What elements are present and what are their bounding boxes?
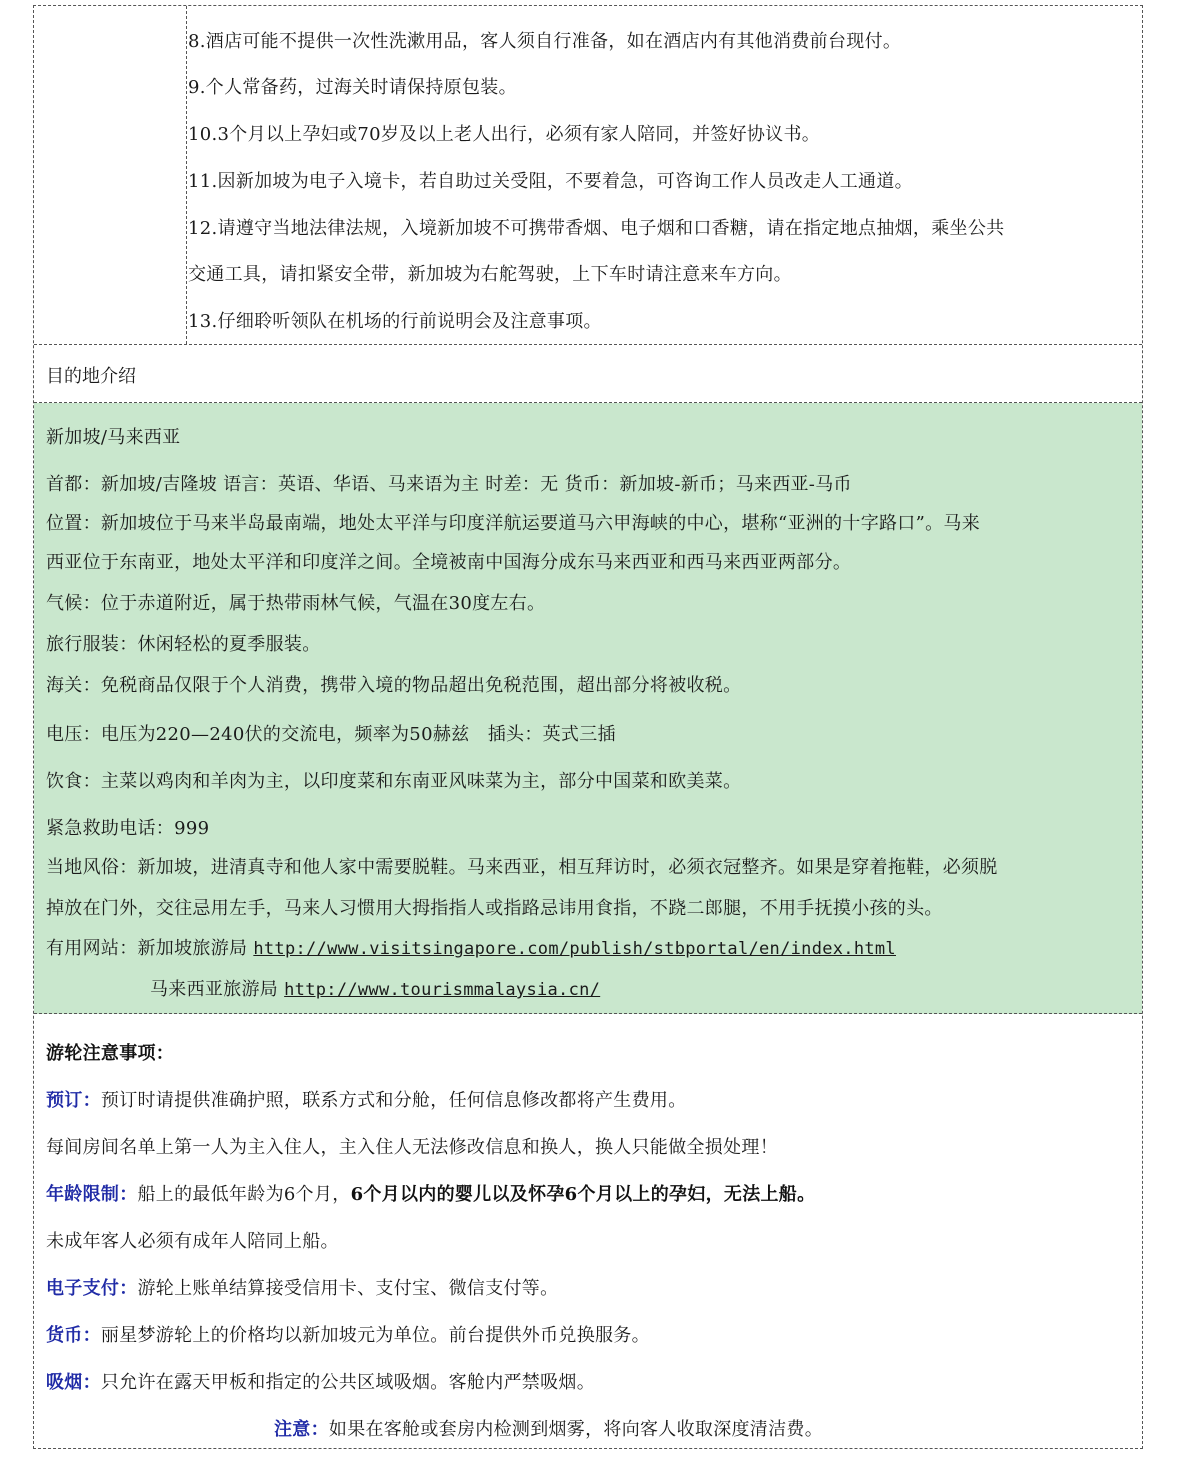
my-tourism-label: 马来西亚旅游局 [150, 979, 279, 1000]
booking-label: 预订： [46, 1090, 101, 1111]
note-text: 如果在客舱或套房内检测到烟雾，将向客人收取深度清洁费。 [328, 1419, 824, 1440]
smoking-text: 只允许在露天甲板和指定的公共区域吸烟。客舱内严禁吸烟。 [100, 1372, 596, 1393]
payment-label: 电子支付： [46, 1278, 138, 1299]
note-line [274, 1418, 823, 1442]
payment-text: 游轮上账单结算接受信用卡、支付宝、微信支付等。 [137, 1278, 559, 1299]
info-line: 西亚位于东南亚，地处太平洋和印度洋之间。全境被南中国海分成东马来西亚和西马来西亚两部分。 [46, 552, 852, 573]
currency-line [46, 1324, 650, 1348]
info-line: 首都：新加坡/吉隆坡 语言：英语、华语、马来语为主 时差：无 货币：新加坡-新币；马来西亚-马币 [46, 474, 852, 495]
sg-tourism-label: 新加坡旅游局 [137, 938, 248, 959]
smoking-label: 吸烟： [46, 1372, 101, 1393]
age-line [46, 1183, 815, 1207]
info-line: 气候：位于赤道附近，属于热带雨林气候，气温在30度左右。 [46, 593, 546, 614]
currency-label: 货币： [46, 1325, 101, 1346]
booking-text: 预订时请提供准确护照，联系方式和分舱，任何信息修改都将产生费用。 [100, 1090, 687, 1111]
websites-line [46, 937, 896, 961]
note-item: 8.酒店可能不提供一次性洗漱用品，客人须自行准备，如在酒店内有其他消费前台现付。 [188, 31, 902, 52]
websites-line-2 [150, 978, 600, 1002]
booking-line-2: 每间房间名单上第一人为主入住人，主入住人无法修改信息和换人，换人只能做全损处理！ [46, 1137, 778, 1158]
note-item: 13.仔细聆听领队在机场的行前说明会及注意事项。 [188, 311, 602, 332]
info-line: 饮食：主菜以鸡肉和羊肉为主，以印度菜和东南亚风味菜为主，部分中国菜和欧美菜。 [46, 771, 742, 792]
note-label: 注意： [274, 1419, 329, 1440]
smoking-line [46, 1371, 595, 1395]
cruise-notes [34, 1014, 1142, 1450]
payment-line [46, 1277, 558, 1301]
document-table [33, 5, 1143, 1449]
currency-text: 丽星梦游轮上的价格均以新加坡元为单位。前台提供外币兑换服务。 [100, 1325, 650, 1346]
info-line: 位置：新加坡位于马来半岛最南端，地处太平洋与印度洋航运要道马六甲海峡的中心，堪称“亚洲的十字路口”。马来 [46, 513, 980, 534]
note-item: 9.个人常备药，过海关时请保持原包装。 [188, 77, 517, 98]
note-item: 交通工具，请扣紧安全带，新加坡为右舵驾驶，上下车时请注意来车方向。 [188, 264, 792, 285]
age-label: 年龄限制： [46, 1184, 138, 1205]
info-line: 紧急救助电话：999 [46, 818, 210, 839]
info-line: 海关：免税商品仅限于个人消费，携带入境的物品超出免税范围，超出部分将被收税。 [46, 675, 742, 696]
age-text: 船上的最低年龄为6个月， [137, 1184, 351, 1205]
age-restriction-bold: 6个月以内的婴儿以及怀孕6个月以上的孕妇，无法上船。 [350, 1184, 816, 1205]
notes-label-cell [34, 6, 187, 344]
destination-name: 新加坡/马来西亚 [46, 427, 181, 448]
websites-label: 有用网站： [46, 938, 138, 959]
age-line-2: 未成年客人必须有成年人陪同上船。 [46, 1231, 339, 1252]
sg-tourism-link[interactable]: http://www.visitsingapore.com/publish/stbportal/en/index.html [253, 939, 896, 959]
note-item: 10.3个月以上孕妇或70岁及以上老人出行，必须有家人陪同，并签好协议书。 [188, 124, 821, 145]
info-line: 掉放在门外，交往忌用左手，马来人习惯用大拇指指人或指路忌讳用食指，不跷二郎腿，不用手抚摸小孩的头。 [46, 898, 943, 919]
section-title: 目的地介绍 [46, 366, 136, 387]
destination-header-row [34, 345, 1142, 403]
notes-cell [188, 6, 1142, 344]
info-line: 电压：电压为220—240伏的交流电，频率为50赫兹 插头：英式三插 [46, 724, 616, 745]
note-item: 12.请遵守当地法律法规，入境新加坡不可携带香烟、电子烟和口香糖，请在指定地点抽烟，乘坐公共 [188, 218, 1005, 239]
info-line: 旅行服装：休闲轻松的夏季服装。 [46, 634, 321, 655]
destination-info [34, 403, 1142, 1014]
my-tourism-link[interactable]: http://www.tourismmalaysia.cn/ [284, 980, 601, 1000]
booking-line [46, 1089, 687, 1113]
cruise-title: 游轮注意事项： [46, 1043, 175, 1064]
note-item: 11.因新加坡为电子入境卡，若自助过关受阻，不要着急，可咨询工作人员改走人工通道。 [188, 171, 913, 192]
notes-row [34, 6, 1142, 345]
info-line: 当地风俗：新加坡，进清真寺和他人家中需要脱鞋。马来西亚，相互拜访时，必须衣冠整齐。如果是穿着拖鞋，必须脱 [46, 857, 998, 878]
